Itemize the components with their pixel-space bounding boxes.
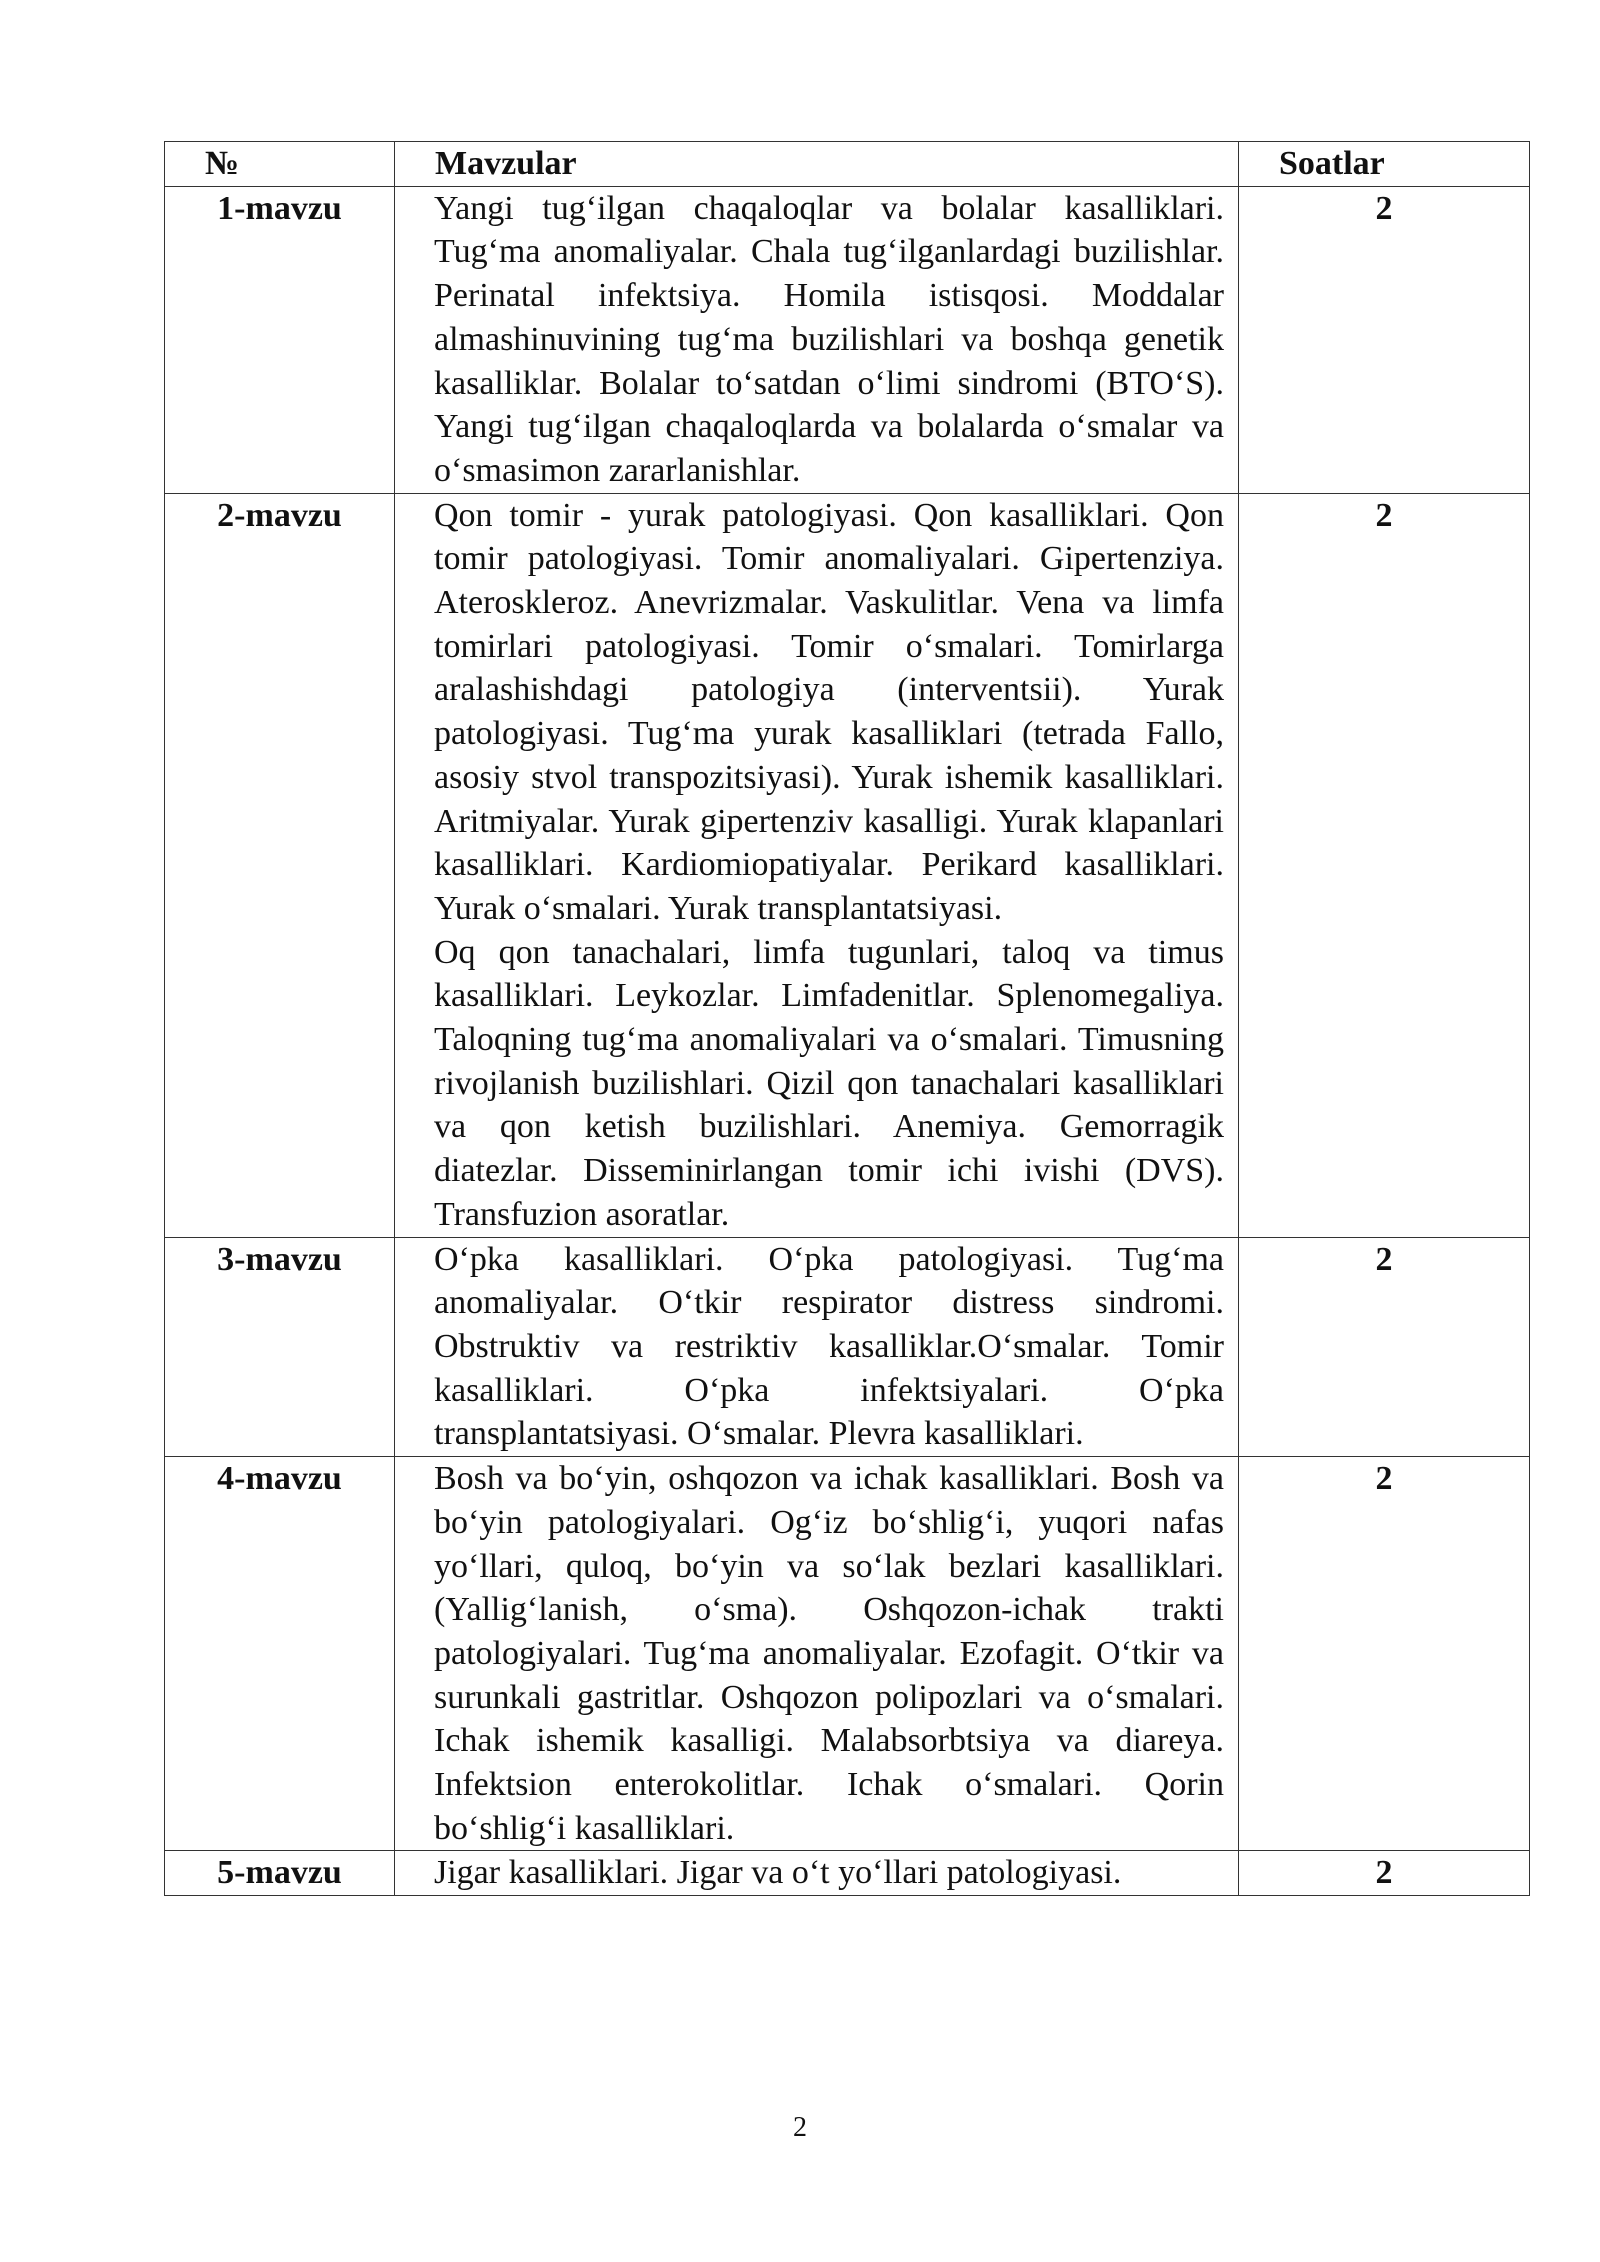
topic-description [395, 493, 1239, 1237]
table-row [165, 493, 1530, 1237]
header-number: № [165, 142, 395, 187]
topic-number: 1-mavzu [165, 186, 395, 493]
topic-number: 4-mavzu [165, 1457, 395, 1851]
topic-description [395, 1237, 1239, 1457]
topic-hours: 2 [1239, 1457, 1530, 1851]
topic-hours: 2 [1239, 1851, 1530, 1896]
topic-description [395, 186, 1239, 493]
header-hours: Soatlar [1239, 142, 1530, 187]
topic-hours: 2 [1239, 1237, 1530, 1457]
table-row [165, 1851, 1530, 1896]
topic-hours: 2 [1239, 186, 1530, 493]
topic-paragraph: Yangi tug‘ilgan chaqaloqlar va bolalar kasalliklari. Tug‘ma anomaliyalar. Chala tug‘ilganlardagi buzilishlar. Perinatal infektsiya. Homila istisqosi. Moddalar almashinuvining tug‘ma buzilishlari va boshqa genetik kasalliklar. Bolalar to‘satdan o‘limi sindromi (BTO‘S). Yangi tug‘ilgan chaqaloqlarda va bolalarda o‘smalar va o‘smasimon zararlanishlar. [434, 189, 1224, 489]
header-topics: Mavzular [395, 142, 1239, 187]
topic-paragraph: Bosh va bo‘yin, oshqozon va ichak kasalliklari. Bosh va bo‘yin patologiyalari. Og‘iz bo‘shlig‘i, yuqori nafas yo‘llari, quloq, bo‘yin va so‘lak bezlari kasalliklari. (Yallig‘lanish, o‘sma). Oshqozon-ichak trakti patologiyalari. Tug‘ma anomaliyalar. Ezofagit. O‘tkir va surunkali gastritlar. Oshqozon polipozlari va o‘smalari. Ichak ishemik kasalligi. Malabsorbtsiya va diareya. Infektsion enterokolitlar. Ichak o‘smalari. Qorin bo‘shlig‘i kasalliklari. [434, 1460, 1224, 1847]
table-row [165, 1237, 1530, 1457]
page-number: 2 [793, 2112, 807, 2143]
topic-number: 2-mavzu [165, 493, 395, 1237]
topic-paragraph: O‘pka kasalliklari. O‘pka patologiyasi. Tug‘ma anomaliyalar. O‘tkir respirator distress sindromi. Obstruktiv va restriktiv kasalliklar.O‘smalar. Tomir kasalliklari. O‘pka infektsiyalari. O‘pka transplantatsiyasi. O‘smalar. Plevra kasalliklari. [434, 1240, 1224, 1453]
topics-table [164, 141, 1530, 1896]
topic-paragraph: Oq qon tanachalari, limfa tugunlari, taloq va timus kasalliklari. Leykozlar. Limfadenitlar. Splenomegaliya. Taloqning tug‘ma anomaliyalari va o‘smalari. Timusning rivojlanish buzilishlari. Qizil qon tanachalari kasalliklari va qon ketish buzilishlari. Anemiya. Gemorragik diatezlar. Disseminirlangan tomir ichi ivishi (DVS). Transfuzion asoratlar. [434, 933, 1224, 1233]
table-row [165, 1457, 1530, 1851]
table-row [165, 186, 1530, 493]
table-header-row [165, 142, 1530, 187]
topic-paragraph: Jigar kasalliklari. Jigar va o‘t yo‘llari patologiyasi. [434, 1854, 1122, 1892]
topic-number: 5-mavzu [165, 1851, 395, 1896]
topic-description [395, 1851, 1239, 1896]
topic-hours: 2 [1239, 493, 1530, 1237]
topic-number: 3-mavzu [165, 1237, 395, 1457]
topic-paragraph: Qon tomir - yurak patologiyasi. Qon kasalliklari. Qon tomir patologiyasi. Tomir anomaliyalari. Gipertenziya. Ateroskleroz. Anevrizmalar. Vaskulitlar. Vena va limfa tomirlari patologiyasi. Tomir o‘smalari. Tomirlarga aralashishdagi patologiya (interventsii). Yurak patologiyasi. Tug‘ma yurak kasalliklari (tetrada Fallo, asosiy stvol transpozitsiyasi). Yurak ishemik kasalliklari. Aritmiyalar. Yurak gipertenziv kasalligi. Yurak klapanlari kasalliklari. Kardiomiopatiyalar. Perikard kasalliklari. Yurak o‘smalari. Yurak transplantatsiyasi. [434, 496, 1224, 927]
topic-description [395, 1457, 1239, 1851]
